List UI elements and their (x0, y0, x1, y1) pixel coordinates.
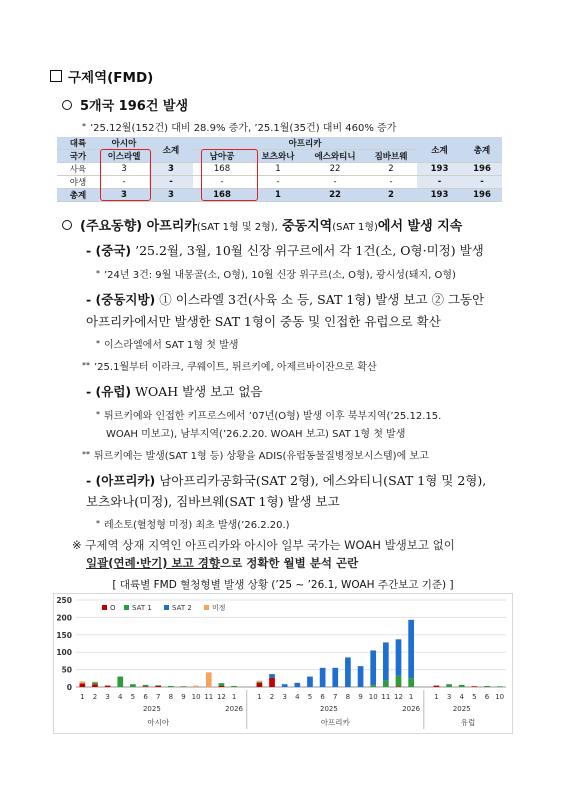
checkbox-bullet-icon (50, 70, 62, 82)
bar-segment (358, 666, 364, 687)
bar-segment (484, 686, 490, 687)
x-tick-label: 7 (333, 693, 338, 701)
legend-swatch (164, 605, 169, 610)
header-africa: 아프리카 (193, 137, 417, 150)
trend-title-paren2: (SAT 1형) (332, 222, 378, 233)
bar-segment (370, 650, 376, 685)
summary-note (82, 119, 396, 134)
x-tick-label: 12 (216, 693, 226, 701)
table-cell: 193 (417, 163, 462, 176)
bar-segment (269, 678, 275, 687)
asterisk-icon: * (96, 269, 100, 278)
bar-segment (257, 683, 263, 687)
legend-label: SAT 1 (132, 604, 152, 612)
af-note (96, 516, 290, 531)
x-tick-label: 3 (446, 693, 452, 701)
bar-segment (257, 681, 263, 682)
summary-note-text: ’25.12월(152건) 대비 28.9% 증가, ’25.1월(35건) 대비 460% 증가 (90, 123, 397, 134)
item-me-label: - (중동지방) (86, 292, 156, 307)
item-china-text: ’25.2월, 3월, 10월 신장 위구르에서 각 1건(소, O형·미정) 발생 (135, 243, 484, 258)
x-tick-label: 11 (381, 693, 391, 701)
me-note1 (96, 336, 238, 351)
x-tick-label: 6 (143, 693, 148, 701)
bar-segment (294, 683, 300, 687)
table-cell: 2 (365, 189, 417, 202)
bar-segment (396, 686, 402, 687)
bar-segment (168, 686, 174, 687)
y-tick-label: 50 (61, 665, 72, 675)
table-cell: 3 (149, 189, 193, 202)
table-cell: - (193, 176, 251, 189)
header-botswana: 보츠와나 (251, 150, 305, 163)
table-cell: 3 (149, 163, 193, 176)
chart-caption: [ 대륙별 FMD 혈청형별 발생 상황 (’25 ~ ’26.1, WOAH 주간보고 기준) ] (112, 579, 454, 591)
caveat-underlined: 일괄(연례·반기) 보고 경향 (86, 556, 220, 570)
bar-segment (219, 686, 225, 687)
header-zimbabwe: 짐바브웨 (365, 150, 417, 163)
year-label: 2026 (225, 705, 244, 713)
x-tick-label: 10 (191, 693, 201, 701)
bar-segment (117, 677, 123, 687)
year-label: 2025 (320, 705, 338, 713)
highlight-box (201, 149, 258, 201)
bar-segment (383, 681, 389, 687)
table-cell: - (417, 176, 462, 189)
table-cell: 3 (99, 189, 149, 202)
section-title (50, 66, 153, 86)
eu-note1 (96, 407, 441, 422)
item-af-label: - (아프리카) (86, 473, 156, 488)
region-label: 유럽 (460, 718, 476, 727)
summary-title: 5개국 196건 발생 (80, 99, 189, 114)
bar-segment (193, 686, 199, 687)
bar-segment (396, 676, 402, 686)
header-subtotal-asia: 소계 (149, 137, 193, 163)
af-note-text: 레소토(혈청형 미정) 최초 발생(’26.2.20.) (104, 520, 290, 531)
x-tick-label: 1 (434, 693, 439, 701)
y-tick-label: 200 (56, 613, 72, 623)
bar-segment (269, 674, 275, 677)
section-title-text: 구제역(FMD) (68, 70, 154, 86)
bar-segment (130, 684, 136, 687)
bar-segment (79, 681, 85, 683)
asterisk-icon: * (96, 410, 100, 419)
trend-heading (62, 215, 462, 234)
bar-segment (155, 686, 161, 687)
year-label: 2026 (402, 705, 421, 713)
legend-label: 미정 (212, 604, 226, 612)
trend-title-bold: (주요동향) 아프리카 (80, 219, 197, 234)
bar-segment (105, 686, 111, 687)
x-tick-label: 1 (408, 693, 414, 701)
header-subtotal-africa: 소계 (417, 137, 462, 163)
item-china-label: - (중국) (86, 243, 132, 258)
bar-segment (408, 620, 414, 678)
bar-segment (446, 684, 452, 687)
bar-segment (459, 685, 465, 687)
row-label: 총계 (57, 189, 99, 202)
x-tick-label: 1 (231, 693, 237, 701)
region-label: 아시아 (147, 718, 170, 727)
x-tick-label: 11 (204, 693, 214, 701)
serotype-bar-chart (54, 594, 512, 733)
x-tick-label: 12 (394, 693, 403, 701)
header-asia: 아시아 (99, 137, 149, 150)
summary-heading (62, 95, 188, 114)
caveat-line2-tail: 으로 정확한 월별 분석 곤란 (219, 556, 359, 570)
china-note (96, 266, 456, 281)
header-continent: 대륙 (57, 137, 99, 150)
table-cell: 196 (462, 189, 502, 202)
item-me-text2: 아프리카에서만 발생한 SAT 1형이 중동 및 인접한 유럽으로 확산 (86, 314, 441, 329)
table-cell: 168 (193, 163, 251, 176)
x-tick-label: 3 (105, 693, 110, 701)
asterisk-icon: * (96, 519, 100, 528)
item-af-text2: 보츠와나(미정), 짐바브웨(SAT 1형) 발생 보고 (86, 494, 340, 509)
bar-segment (396, 639, 402, 676)
bar-segment (434, 686, 440, 687)
table-cell: - (149, 176, 193, 189)
me-note1-text: 이스라엘에서 SAT 1형 첫 발생 (104, 340, 239, 351)
item-eu-label: - (유럽) (86, 384, 132, 399)
y-tick-label: 100 (56, 648, 72, 658)
table-header-row (57, 137, 502, 150)
caveat-line1-text: 구제역 상재 지역인 아프리카와 아시아 일부 국가는 WOAH 발생보고 없이 (85, 538, 455, 552)
double-asterisk-icon: ** (82, 450, 90, 459)
bar-segment (472, 686, 478, 687)
chart-container (53, 593, 513, 734)
row-label: 야생 (57, 176, 99, 189)
x-tick-label: 3 (282, 693, 287, 701)
x-tick-label: 5 (472, 693, 477, 701)
bar-segment (497, 686, 503, 687)
bar-segment (320, 668, 326, 687)
year-label: 2025 (452, 705, 471, 713)
bar-segment (257, 682, 263, 683)
item-china (86, 241, 484, 259)
table-cell: - (99, 176, 149, 189)
highlight-box (100, 149, 151, 201)
eu-note2 (82, 447, 429, 462)
bar-segment (143, 686, 149, 687)
bar-segment (79, 684, 85, 687)
y-tick-label: 0 (66, 683, 72, 692)
trend-title-bold2: 중동지역 (281, 219, 333, 234)
header-eswatini: 에스와티니 (305, 150, 365, 163)
header-country: 국가 (57, 150, 99, 163)
bar-segment (92, 682, 98, 683)
bar-segment (370, 685, 376, 687)
caveat-line1 (72, 537, 455, 553)
header-israel: 이스라엘 (99, 150, 149, 163)
x-tick-label: 5 (307, 693, 313, 701)
bar-segment (206, 672, 212, 687)
table-cell: 2 (365, 163, 417, 176)
bar-segment (92, 682, 98, 684)
circle-bullet-icon (62, 100, 72, 110)
x-tick-label: 1 (257, 693, 262, 701)
legend-swatch (124, 605, 129, 610)
trend-title-tail: 에서 발생 지속 (377, 219, 463, 234)
china-note-text: ’24년 3건: 9월 내몽골(소, O형), 10월 신장 위구르(소, O형), 광시성(돼지, O형) (104, 270, 456, 281)
x-tick-label: 4 (118, 693, 123, 701)
me-note2-text: ’25.1월부터 이라크, 쿠웨이트, 튀르키예, 아제르바이잔으로 확산 (94, 362, 377, 373)
y-tick-label: 250 (56, 596, 72, 605)
x-tick-label: 7 (155, 693, 161, 701)
x-tick-label: 5 (130, 693, 136, 701)
x-tick-label: 2 (269, 693, 275, 701)
header-total: 총계 (462, 137, 502, 163)
double-asterisk-icon: ** (82, 361, 90, 370)
region-label: 아프리카 (320, 718, 350, 727)
item-middle-east (86, 290, 484, 308)
x-tick-label: 2 (92, 693, 98, 701)
legend-label: SAT 2 (172, 604, 192, 612)
bar-segment (345, 657, 351, 687)
asterisk-icon: * (96, 339, 100, 348)
legend-swatch (204, 605, 209, 610)
table-cell: - (251, 176, 305, 189)
bar-segment (307, 677, 313, 687)
table-cell: 3 (99, 163, 149, 176)
item-middle-east-line2 (86, 312, 441, 330)
bar-segment (383, 642, 389, 680)
table-cell: 193 (417, 189, 462, 202)
item-europe (86, 382, 263, 400)
x-tick-label: 8 (168, 693, 174, 701)
x-tick-label: 4 (459, 693, 464, 701)
eu-note2-text: 튀르키예는 발생(SAT 1형 등) 상황을 ADIS(유럽동물질병정보시스템)에 보고 (94, 451, 429, 462)
bar-segment (282, 684, 288, 687)
item-africa (86, 471, 486, 489)
item-africa-line2 (86, 492, 340, 510)
bar-segment (408, 678, 414, 687)
x-tick-label: 9 (181, 693, 186, 701)
caveat-line2 (86, 555, 358, 571)
x-tick-label: 10 (368, 693, 378, 701)
eu-note1b-text: WOAH 미보고), 남부지역(’26.2.20. WOAH 보고) SAT 1형 첫 발생 (106, 429, 406, 440)
x-tick-label: 6 (484, 693, 490, 701)
legend-swatch (102, 605, 107, 610)
x-tick-label: 10 (495, 693, 505, 701)
table-cell: 1 (251, 163, 305, 176)
table-cell: - (462, 176, 502, 189)
y-tick-label: 150 (56, 630, 72, 640)
asterisk-icon: * (82, 122, 86, 131)
table-cell: 196 (462, 163, 502, 176)
item-af-text1: 남아프리카공화국(SAT 2형), 에스와티니(SAT 1형 및 2형), (159, 473, 487, 488)
bar-segment (92, 684, 98, 687)
table-cell: 22 (305, 189, 365, 202)
trend-title-paren1: (SAT 1형 및 2형), (196, 222, 278, 233)
header-south-africa: 남아공 (193, 150, 251, 163)
table-cell: - (365, 176, 417, 189)
x-tick-label: 8 (345, 693, 351, 701)
eu-note1a-text: 튀르키예와 인접한 키프로스에서 ’07년(O형) 발생 이후 북부지역(’25.12.15. (104, 411, 442, 422)
eu-note1-line2 (106, 425, 405, 440)
x-tick-label: 6 (320, 693, 325, 701)
x-tick-label: 9 (358, 693, 363, 701)
me-note2 (82, 358, 377, 373)
table-cell: - (305, 176, 365, 189)
bar-segment (155, 685, 161, 686)
table-cell: 1 (251, 189, 305, 202)
table-cell: 22 (305, 163, 365, 176)
bar-segment (231, 686, 237, 687)
bar-segment (219, 683, 225, 686)
item-me-text1: ① 이스라엘 3건(사육 소 등, SAT 1형) 발생 보고 ② 그동안 (159, 292, 485, 307)
year-label: 2025 (142, 705, 161, 713)
circle-bullet-icon (62, 220, 72, 230)
row-label: 사육 (57, 163, 99, 176)
x-tick-label: 4 (295, 693, 300, 701)
caveat-mark: ※ (72, 538, 82, 552)
bar-segment (143, 685, 149, 686)
x-tick-label: 1 (80, 693, 85, 701)
item-eu-text: WOAH 발생 보고 없음 (135, 384, 263, 399)
legend-label: O (110, 604, 116, 612)
table-cell: 168 (193, 189, 251, 202)
bar-segment (332, 668, 338, 687)
